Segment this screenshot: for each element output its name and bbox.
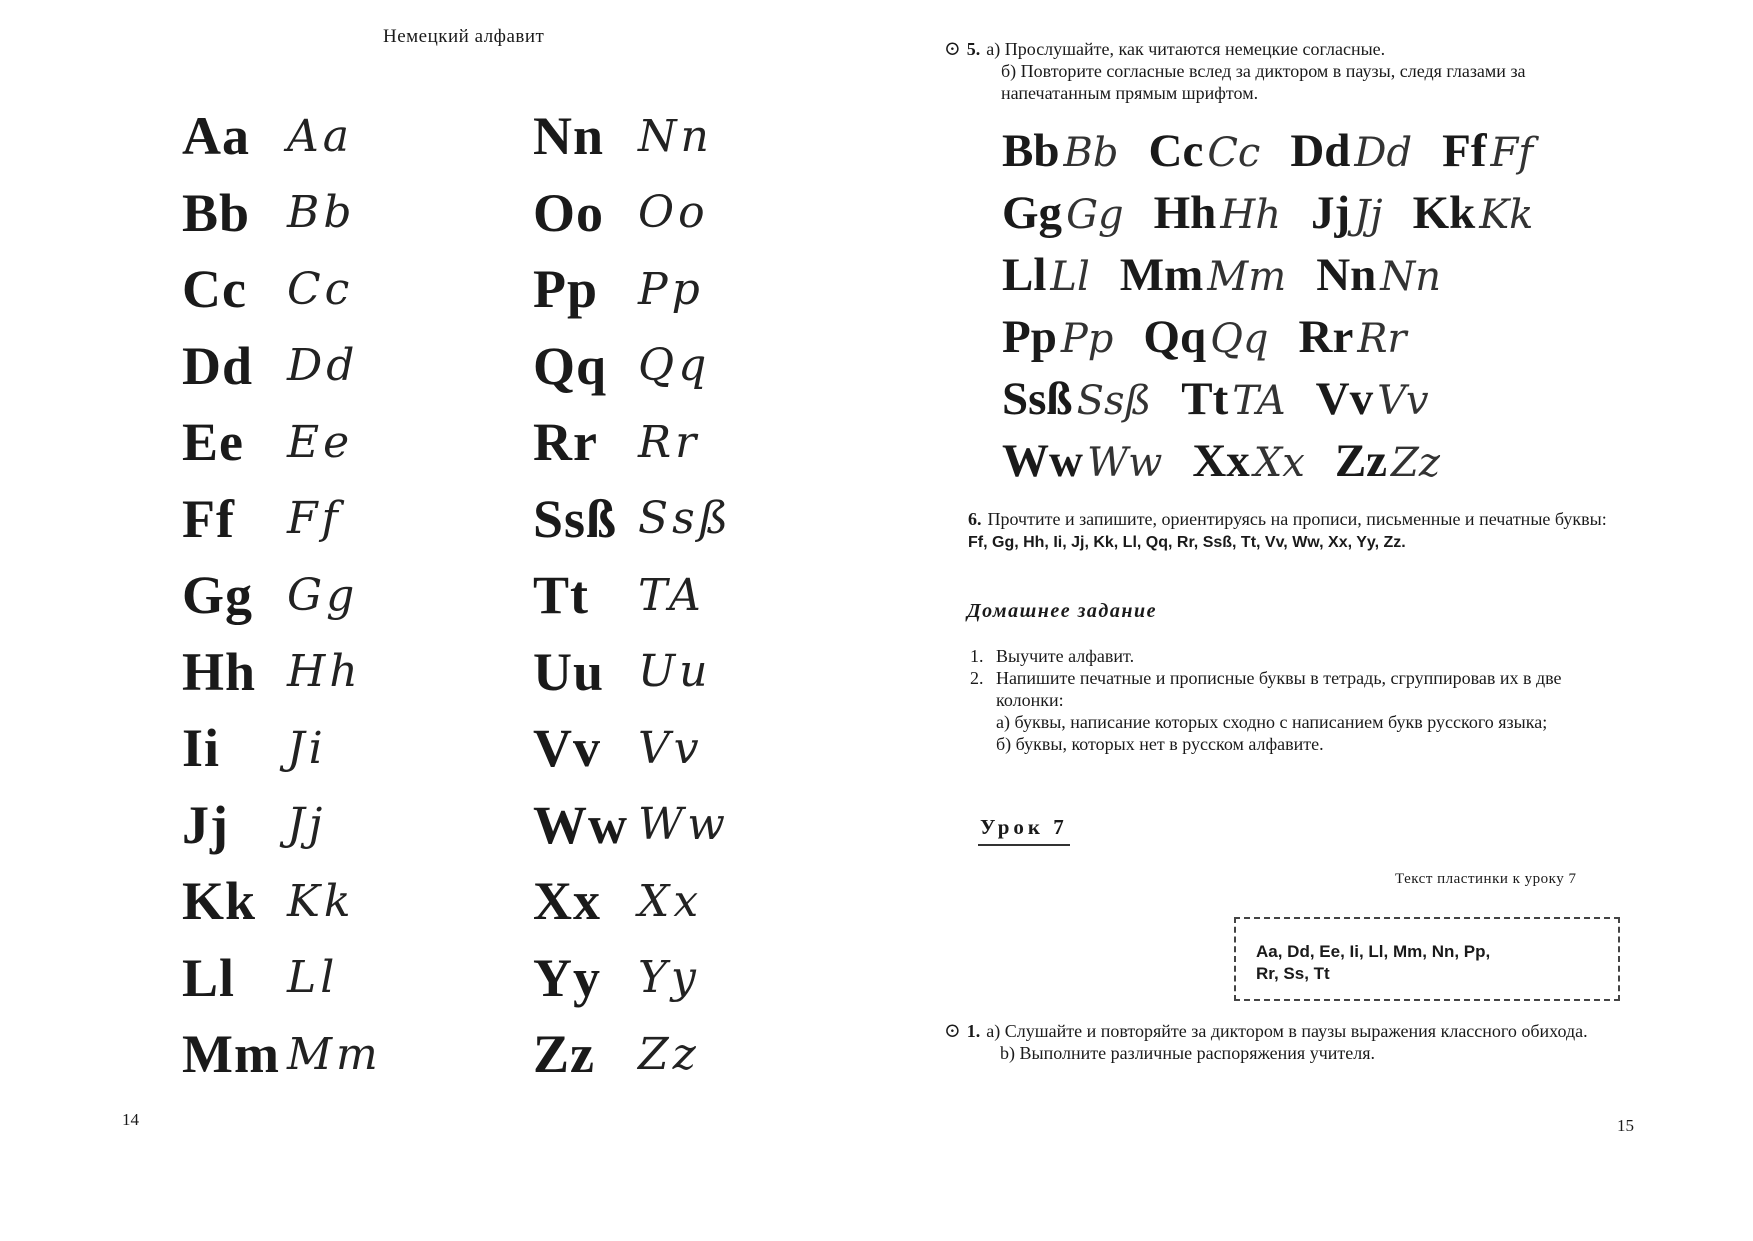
alphabet-row	[533, 98, 732, 175]
handwritten-letter-pair: Ssß	[638, 493, 733, 545]
consonant-pair	[1290, 124, 1412, 178]
handwritten-consonant: TA	[1232, 378, 1286, 424]
consonant-row	[1002, 244, 1563, 306]
exercise-number: 6.	[968, 509, 982, 529]
consonant-pair	[1002, 372, 1151, 426]
handwritten-letter-pair: Oo	[638, 187, 709, 239]
handwritten-letter-pair: Zz	[638, 1028, 700, 1080]
printed-letter-pair: Ll	[182, 947, 236, 1008]
handwritten-consonant: Ww	[1086, 440, 1163, 486]
handwritten-letter-pair: Nn	[638, 110, 713, 162]
printed-consonant: Ll	[1002, 249, 1047, 301]
record-box-line: Aa, Dd, Ee, Ii, Ll, Mm, Nn, Pp,	[1256, 942, 1491, 961]
consonant-row	[1002, 120, 1563, 182]
printed-consonant: Kk	[1412, 187, 1476, 239]
printed-consonant: Gg	[1002, 187, 1063, 239]
list-number: 1.	[970, 646, 984, 666]
printed-letter-pair: Oo	[533, 182, 605, 243]
handwritten-letter-pair: Yy	[638, 952, 700, 1004]
consonant-pair	[1192, 434, 1305, 488]
list-text: Выучите алфавит.	[996, 646, 1135, 666]
audio-disc-icon: ⊙	[944, 38, 961, 60]
handwritten-consonant: Rr	[1357, 316, 1407, 362]
list-text: Напишите печатные и прописные буквы в тетрадь, сгруппировав их в две колонки:	[996, 668, 1562, 710]
handwritten-letter-pair: Ee	[287, 416, 354, 468]
consonant-pair	[1442, 124, 1533, 178]
handwritten-consonant: Bb	[1063, 130, 1119, 176]
handwritten-consonant: Pp	[1060, 316, 1114, 362]
consonant-pair	[1154, 186, 1281, 240]
alphabet-row	[533, 251, 732, 328]
handwritten-letter-pair: Jj	[287, 799, 327, 851]
handwritten-letter-pair: TA	[638, 569, 705, 621]
printed-letter-pair: Bb	[182, 182, 251, 243]
consonant-row	[1002, 430, 1563, 492]
exercise-number: 1.	[966, 1021, 981, 1041]
alphabet-row	[182, 481, 382, 558]
exercise-1	[944, 1020, 1624, 1064]
printed-consonant: Ssß	[1002, 373, 1073, 425]
consonant-pair	[1002, 310, 1113, 364]
lesson-title: Урок 7	[978, 815, 1070, 846]
printed-consonant: Hh	[1153, 187, 1217, 239]
consonant-pair	[1316, 372, 1429, 426]
consonant-pair	[1335, 434, 1440, 488]
printed-letter-pair: Nn	[533, 106, 605, 167]
record-box	[1234, 917, 1620, 1001]
handwritten-letter-pair: Ww	[638, 799, 729, 851]
record-box-line: Rr, Ss, Tt	[1256, 964, 1330, 983]
alphabet-title: Немецкий алфавит	[383, 26, 545, 47]
printed-letter-pair: Tt	[533, 565, 589, 626]
printed-consonant: Tt	[1181, 373, 1229, 425]
printed-consonant: Pp	[1002, 311, 1057, 363]
printed-letter-pair: Ssß	[533, 488, 618, 549]
consonant-pair	[1143, 310, 1268, 364]
list-number: 2.	[970, 668, 984, 688]
record-caption: Текст пластинки к уроку 7	[1395, 871, 1577, 887]
printed-letter-pair: Mm	[182, 1024, 280, 1085]
handwritten-letter-pair: Kk	[287, 875, 355, 927]
printed-consonant: Mm	[1119, 249, 1204, 301]
printed-consonant: Qq	[1143, 311, 1207, 363]
handwritten-letter-pair: Vv	[638, 722, 703, 774]
alphabet-row	[533, 634, 732, 711]
consonant-row	[1002, 182, 1563, 244]
consonant-pair	[1002, 186, 1124, 240]
alphabet-row	[182, 787, 382, 864]
handwritten-letter-pair: Ji	[287, 722, 327, 774]
handwritten-consonant: Nn	[1380, 254, 1442, 300]
handwritten-letter-pair: Dd	[287, 340, 359, 392]
handwritten-letter-pair: Rr	[638, 416, 701, 468]
alphabet-row	[533, 1016, 732, 1093]
printed-letter-pair: Yy	[533, 947, 601, 1008]
printed-letter-pair: Ww	[533, 794, 628, 855]
printed-letter-pair: Uu	[533, 641, 605, 702]
alphabet-row	[182, 251, 382, 328]
alphabet-row	[533, 940, 732, 1017]
exercise-5-line-b: б) Повторите согласные вслед за диктором в паузы, следя глазами за напечатанным прямым шрифтом.	[1001, 61, 1526, 103]
printed-letter-pair: Dd	[182, 335, 254, 396]
printed-consonant: Bb	[1002, 125, 1060, 177]
exercise-line: b) Выполните различные распоряжения учителя.	[1000, 1043, 1376, 1063]
printed-letter-pair: Pp	[533, 259, 599, 320]
printed-consonant: Cc	[1148, 125, 1204, 177]
alphabet-row	[533, 481, 732, 558]
list-subitem: б) буквы, которых нет в русском алфавите.	[996, 734, 1324, 754]
consonant-pair	[1149, 124, 1261, 178]
printed-consonant: Xx	[1192, 435, 1250, 487]
handwritten-letter-pair: Aa	[287, 110, 354, 162]
printed-letter-pair: Vv	[533, 718, 601, 779]
exercise-5-line-a	[944, 38, 1385, 60]
consonant-pair	[1316, 248, 1441, 302]
handwritten-consonant: Gg	[1066, 192, 1124, 238]
exercise-instruction: а) Слушайте и повторяйте за диктором в паузы выражения классного обихода.	[986, 1021, 1588, 1041]
handwritten-letter-pair: Gg	[287, 569, 359, 621]
consonant-pair	[1002, 124, 1119, 178]
handwritten-consonant: Mm	[1207, 254, 1287, 300]
consonant-pair	[1311, 186, 1383, 240]
homework-heading: Домашнее задание	[967, 600, 1157, 622]
alphabet-row	[533, 328, 732, 405]
printed-consonant: Jj	[1310, 187, 1351, 239]
alphabet-row	[533, 404, 732, 481]
handwritten-consonant: Zz	[1391, 440, 1440, 486]
alphabet-row	[533, 863, 732, 940]
printed-letter-pair: Ee	[182, 412, 244, 473]
handwritten-letter-pair: Pp	[638, 263, 704, 315]
alphabet-column-2	[533, 98, 732, 1093]
printed-letter-pair: Cc	[182, 259, 247, 320]
alphabet-row	[533, 557, 732, 634]
handwritten-letter-pair: Mm	[287, 1028, 382, 1080]
exercise-number: 5.	[966, 39, 981, 59]
exercise-line	[944, 1020, 1624, 1042]
printed-consonant: Zz	[1334, 435, 1388, 487]
printed-consonant: Vv	[1315, 373, 1374, 425]
consonant-grid	[1002, 120, 1563, 492]
list-item	[970, 645, 1630, 667]
printed-letter-pair: Qq	[533, 335, 608, 396]
handwritten-letter-pair: Xx	[638, 875, 703, 927]
handwritten-consonant: Ff	[1490, 130, 1534, 176]
printed-letter-pair: Rr	[533, 412, 598, 473]
handwritten-consonant: Xx	[1253, 440, 1305, 486]
exercise-instruction: а) Прослушайте, как читаются немецкие согласные.	[986, 39, 1386, 59]
consonant-pair	[1002, 434, 1162, 488]
alphabet-row	[182, 940, 382, 1017]
handwritten-consonant: Jj	[1354, 192, 1383, 238]
alphabet-row	[182, 328, 382, 405]
consonant-row	[1002, 368, 1563, 430]
alphabet-column-1	[182, 98, 382, 1093]
handwritten-consonant: Ll	[1050, 254, 1090, 300]
alphabet-row	[533, 787, 732, 864]
exercise-6	[968, 508, 1628, 554]
printed-consonant: Nn	[1316, 249, 1377, 301]
audio-disc-icon: ⊙	[944, 1020, 961, 1042]
printed-letter-pair: Ff	[182, 488, 235, 549]
handwritten-letter-pair: Bb	[287, 187, 356, 239]
handwritten-letter-pair: Ff	[287, 493, 342, 545]
consonant-pair	[1120, 248, 1286, 302]
handwritten-consonant: Ssß	[1076, 378, 1152, 424]
handwritten-consonant: Qq	[1210, 316, 1269, 362]
consonant-pair	[1413, 186, 1534, 240]
consonant-pair	[1002, 248, 1090, 302]
alphabet-row	[182, 1016, 382, 1093]
left-page	[0, 0, 876, 1241]
printed-consonant: Ww	[1002, 435, 1083, 487]
exercise-letters: Ff, Gg, Hh, Ii, Jj, Kk, Ll, Qq, Rr, Ssß, Tt, Vv, Ww, Xx, Yy, Zz.	[968, 534, 1406, 551]
alphabet-row	[182, 634, 382, 711]
alphabet-row	[182, 98, 382, 175]
handwritten-letter-pair: Cc	[287, 263, 354, 315]
printed-letter-pair: Gg	[182, 565, 254, 626]
printed-letter-pair: Ii	[182, 718, 221, 779]
handwritten-consonant: Cc	[1207, 130, 1261, 176]
printed-consonant: Dd	[1290, 125, 1351, 177]
printed-letter-pair: Aa	[182, 106, 250, 167]
handwritten-consonant: Hh	[1220, 192, 1281, 238]
list-subitem: а) буквы, написание которых сходно с написанием букв русского языка;	[996, 712, 1548, 732]
page-number: 14	[122, 1110, 139, 1129]
printed-consonant: Ff	[1442, 125, 1487, 177]
consonant-pair	[1299, 310, 1407, 364]
handwritten-letter-pair: Qq	[638, 340, 711, 392]
printed-consonant: Rr	[1298, 311, 1354, 363]
printed-letter-pair: Kk	[182, 871, 257, 932]
printed-letter-pair: Jj	[182, 794, 229, 855]
alphabet-row	[182, 863, 382, 940]
printed-letter-pair: Xx	[533, 871, 601, 932]
handwritten-consonant: Dd	[1354, 130, 1413, 176]
printed-letter-pair: Hh	[182, 641, 257, 702]
handwritten-consonant: Vv	[1377, 378, 1429, 424]
list-item	[970, 667, 1630, 711]
alphabet-row	[182, 710, 382, 787]
consonant-pair	[1181, 372, 1285, 426]
alphabet-row	[533, 175, 732, 252]
handwritten-letter-pair: Ll	[287, 952, 339, 1004]
alphabet-row	[182, 404, 382, 481]
handwritten-consonant: Kk	[1479, 192, 1534, 238]
alphabet-row	[182, 175, 382, 252]
exercise-instruction: Прочтите и запишите, ориентируясь на прописи, письменные и печатные буквы:	[987, 509, 1607, 529]
page-number: 15	[1617, 1116, 1634, 1135]
consonant-row	[1002, 306, 1563, 368]
homework-list	[970, 645, 1630, 755]
alphabet-row	[533, 710, 732, 787]
handwritten-letter-pair: Uu	[638, 646, 712, 698]
alphabet-row	[182, 557, 382, 634]
handwritten-letter-pair: Hh	[287, 646, 362, 698]
printed-letter-pair: Zz	[533, 1024, 595, 1085]
